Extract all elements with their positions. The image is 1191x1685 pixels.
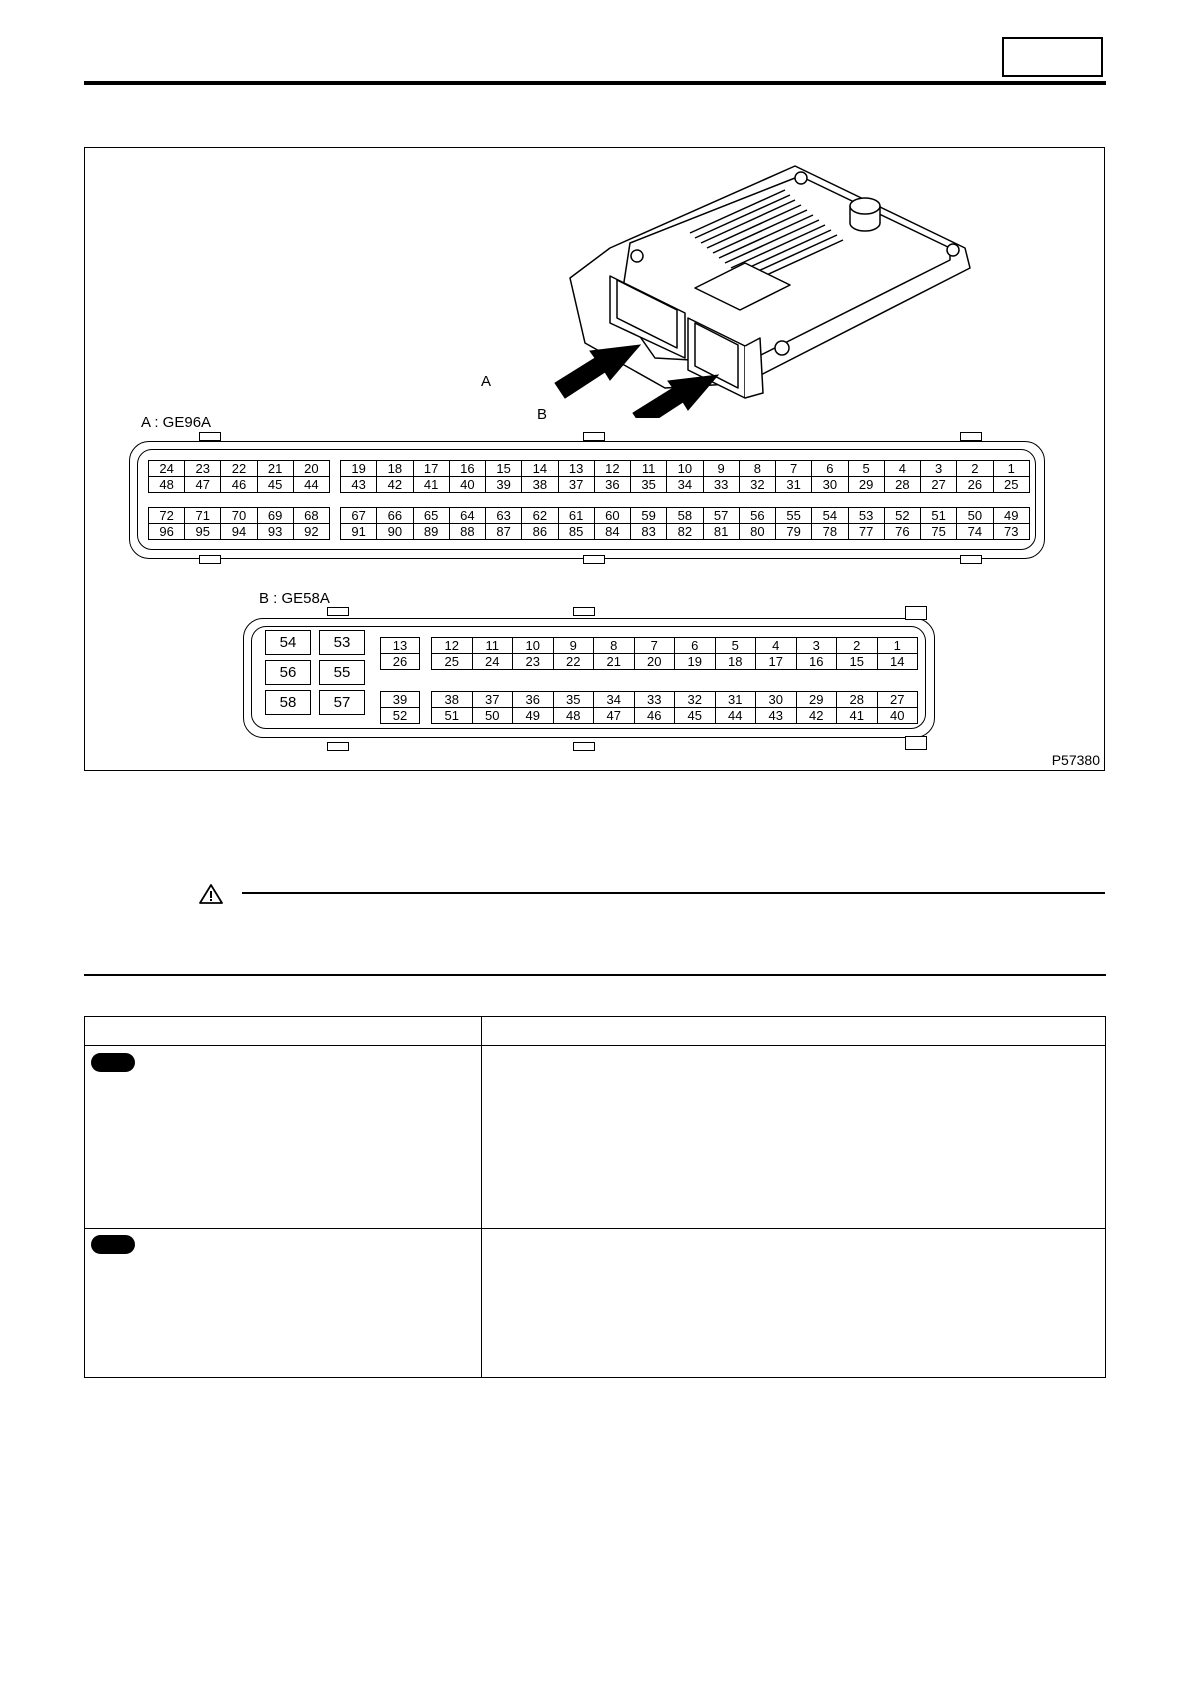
pin-42: 42 <box>796 708 837 724</box>
pin-21: 21 <box>257 461 293 477</box>
pin-73: 73 <box>993 524 1030 540</box>
pin-24: 24 <box>472 654 513 670</box>
label-a: A <box>481 373 492 390</box>
pin-13: 13 <box>381 638 420 654</box>
pin-35: 35 <box>631 477 667 493</box>
pin-48: 48 <box>553 708 594 724</box>
connector-b-pin-row <box>432 654 918 670</box>
pin-45: 45 <box>257 477 293 493</box>
pin-34: 34 <box>594 692 635 708</box>
connector-a-pins-bottom-left <box>148 507 330 540</box>
connector-b-pins-bottom-small <box>380 691 420 724</box>
table-header-divider <box>85 1045 1105 1046</box>
pin-89: 89 <box>413 524 449 540</box>
pin-47: 47 <box>185 477 221 493</box>
pin-75: 75 <box>921 524 957 540</box>
pin-29: 29 <box>796 692 837 708</box>
connector-tab <box>583 555 605 564</box>
connector-b-pin-row <box>432 638 918 654</box>
pin-20: 20 <box>634 654 675 670</box>
pin-2: 2 <box>957 461 993 477</box>
pin-67: 67 <box>341 508 377 524</box>
connector-tab <box>327 607 349 616</box>
pin-10: 10 <box>667 461 703 477</box>
pin-16: 16 <box>449 461 485 477</box>
pin-37: 37 <box>558 477 594 493</box>
pin-43: 43 <box>756 708 797 724</box>
pin-15: 15 <box>837 654 878 670</box>
pin-36: 36 <box>513 692 554 708</box>
warning-icon <box>198 883 224 905</box>
pin-11: 11 <box>472 638 513 654</box>
pin-92: 92 <box>293 524 329 540</box>
pin-52: 52 <box>381 708 420 724</box>
pin-80: 80 <box>739 524 775 540</box>
pin-32: 32 <box>739 477 775 493</box>
connector-b-pin-row <box>381 638 420 654</box>
connector-tab <box>327 742 349 751</box>
pin-39: 39 <box>486 477 522 493</box>
pin-4: 4 <box>756 638 797 654</box>
connector-a-pin-row <box>341 508 1030 524</box>
connector-b-pin-row <box>432 692 918 708</box>
connector-b-label: B : GE58A <box>259 590 330 607</box>
pin-29: 29 <box>848 477 884 493</box>
pin-8: 8 <box>739 461 775 477</box>
procedure-table <box>84 1016 1106 1378</box>
pin-85: 85 <box>558 524 594 540</box>
pin-25: 25 <box>993 477 1030 493</box>
pin-64: 64 <box>449 508 485 524</box>
pin-62: 62 <box>522 508 558 524</box>
pin-27: 27 <box>921 477 957 493</box>
pin-46: 46 <box>221 477 257 493</box>
pin-76: 76 <box>884 524 920 540</box>
pin-70: 70 <box>221 508 257 524</box>
pin-26: 26 <box>381 654 420 670</box>
pin-17: 17 <box>756 654 797 670</box>
pin-38: 38 <box>522 477 558 493</box>
page-tab-box <box>1002 37 1103 77</box>
pin-51: 51 <box>432 708 473 724</box>
connector-b-pin-row <box>381 654 420 670</box>
pin-7: 7 <box>634 638 675 654</box>
pin-42: 42 <box>377 477 413 493</box>
pin-77: 77 <box>848 524 884 540</box>
table-column-divider <box>481 1017 482 1377</box>
pin-12: 12 <box>594 461 630 477</box>
connector-a-pin-row <box>341 524 1030 540</box>
pin-71: 71 <box>185 508 221 524</box>
pin-41: 41 <box>413 477 449 493</box>
pin-33: 33 <box>634 692 675 708</box>
pin-28: 28 <box>884 477 920 493</box>
pin-40: 40 <box>449 477 485 493</box>
pin-94: 94 <box>221 524 257 540</box>
pin-12: 12 <box>432 638 473 654</box>
pin-31: 31 <box>776 477 812 493</box>
pin-26: 26 <box>957 477 993 493</box>
pin-56: 56 <box>739 508 775 524</box>
pin-20: 20 <box>293 461 329 477</box>
pin-10: 10 <box>513 638 554 654</box>
pin-31: 31 <box>715 692 756 708</box>
pin-18: 18 <box>715 654 756 670</box>
connector-tab <box>905 736 927 750</box>
connector-a-pin-row <box>149 524 330 540</box>
connector-b-pins-top-small <box>380 637 420 670</box>
connector-a-pin-row <box>149 508 330 524</box>
pin-83: 83 <box>631 524 667 540</box>
pin-51: 51 <box>921 508 957 524</box>
connector-tab <box>960 555 982 564</box>
connector-a-pins-top-left <box>148 460 330 493</box>
pin-53: 53 <box>319 630 365 655</box>
pin-84: 84 <box>594 524 630 540</box>
pin-17: 17 <box>413 461 449 477</box>
pin-79: 79 <box>776 524 812 540</box>
pin-66: 66 <box>377 508 413 524</box>
pin-58: 58 <box>667 508 703 524</box>
pin-46: 46 <box>634 708 675 724</box>
pin-4: 4 <box>884 461 920 477</box>
pin-14: 14 <box>522 461 558 477</box>
pin-57: 57 <box>703 508 739 524</box>
pin-22: 22 <box>221 461 257 477</box>
pin-60: 60 <box>594 508 630 524</box>
pin-47: 47 <box>594 708 635 724</box>
pin-28: 28 <box>837 692 878 708</box>
pin-72: 72 <box>149 508 185 524</box>
pin-48: 48 <box>149 477 185 493</box>
connector-tab <box>573 607 595 616</box>
ecu-illustration <box>445 158 985 418</box>
pin-69: 69 <box>257 508 293 524</box>
label-b: B <box>537 406 548 423</box>
pin-38: 38 <box>432 692 473 708</box>
pin-58: 58 <box>265 690 311 715</box>
pin-34: 34 <box>667 477 703 493</box>
pin-35: 35 <box>553 692 594 708</box>
pin-1: 1 <box>993 461 1030 477</box>
connector-tab <box>905 606 927 620</box>
pin-88: 88 <box>449 524 485 540</box>
pin-59: 59 <box>631 508 667 524</box>
pin-52: 52 <box>884 508 920 524</box>
pin-5: 5 <box>848 461 884 477</box>
step-badge <box>91 1053 135 1072</box>
pin-54: 54 <box>812 508 848 524</box>
connector-a-pins-top-right <box>340 460 1030 493</box>
header-rule <box>84 81 1106 85</box>
connector-b-pin-row <box>381 692 420 708</box>
pin-30: 30 <box>756 692 797 708</box>
section-rule <box>84 974 1106 976</box>
pin-50: 50 <box>957 508 993 524</box>
pin-57: 57 <box>319 690 365 715</box>
pin-54: 54 <box>265 630 311 655</box>
pin-2: 2 <box>837 638 878 654</box>
pin-40: 40 <box>877 708 918 724</box>
pin-44: 44 <box>293 477 329 493</box>
figure-frame <box>84 147 1105 771</box>
pin-74: 74 <box>957 524 993 540</box>
connector-a-pin-row <box>341 477 1030 493</box>
pin-95: 95 <box>185 524 221 540</box>
pin-44: 44 <box>715 708 756 724</box>
pin-7: 7 <box>776 461 812 477</box>
pin-6: 6 <box>675 638 716 654</box>
pin-1: 1 <box>877 638 918 654</box>
pin-25: 25 <box>432 654 473 670</box>
connector-tab <box>583 432 605 441</box>
pin-41: 41 <box>837 708 878 724</box>
connector-a-pins-bottom-right <box>340 507 1030 540</box>
pin-61: 61 <box>558 508 594 524</box>
pin-45: 45 <box>675 708 716 724</box>
pin-15: 15 <box>486 461 522 477</box>
pin-22: 22 <box>553 654 594 670</box>
pin-37: 37 <box>472 692 513 708</box>
connector-b-pins-bottom <box>431 691 918 724</box>
caution-rule <box>242 892 1105 894</box>
pin-53: 53 <box>848 508 884 524</box>
table-row-divider <box>85 1228 1105 1229</box>
connector-b-pin-row <box>381 708 420 724</box>
pin-6: 6 <box>812 461 848 477</box>
pin-36: 36 <box>594 477 630 493</box>
pin-19: 19 <box>675 654 716 670</box>
pin-24: 24 <box>149 461 185 477</box>
pin-8: 8 <box>594 638 635 654</box>
connector-tab <box>960 432 982 441</box>
connector-tab <box>199 555 221 564</box>
pin-14: 14 <box>877 654 918 670</box>
pin-50: 50 <box>472 708 513 724</box>
pin-86: 86 <box>522 524 558 540</box>
pin-39: 39 <box>381 692 420 708</box>
pin-5: 5 <box>715 638 756 654</box>
pin-87: 87 <box>486 524 522 540</box>
pin-91: 91 <box>341 524 377 540</box>
pin-55: 55 <box>319 660 365 685</box>
pin-18: 18 <box>377 461 413 477</box>
pin-27: 27 <box>877 692 918 708</box>
pin-78: 78 <box>812 524 848 540</box>
step-badge <box>91 1235 135 1254</box>
connector-a-pin-row <box>149 477 330 493</box>
connector-a-pin-row <box>341 461 1030 477</box>
figure-id: P57380 <box>1051 752 1100 768</box>
pin-9: 9 <box>703 461 739 477</box>
pin-3: 3 <box>796 638 837 654</box>
connector-b-pins-top <box>431 637 918 670</box>
connector-tab <box>199 432 221 441</box>
pin-82: 82 <box>667 524 703 540</box>
pin-68: 68 <box>293 508 329 524</box>
pin-33: 33 <box>703 477 739 493</box>
pin-32: 32 <box>675 692 716 708</box>
pin-90: 90 <box>377 524 413 540</box>
pin-3: 3 <box>921 461 957 477</box>
pin-96: 96 <box>149 524 185 540</box>
pin-49: 49 <box>993 508 1030 524</box>
pin-19: 19 <box>341 461 377 477</box>
pin-11: 11 <box>631 461 667 477</box>
pin-16: 16 <box>796 654 837 670</box>
pin-55: 55 <box>776 508 812 524</box>
pin-30: 30 <box>812 477 848 493</box>
pin-43: 43 <box>341 477 377 493</box>
pin-81: 81 <box>703 524 739 540</box>
connector-a-label: A : GE96A <box>141 414 212 431</box>
pin-63: 63 <box>486 508 522 524</box>
pin-56: 56 <box>265 660 311 685</box>
connector-b-pin-row <box>432 708 918 724</box>
pin-65: 65 <box>413 508 449 524</box>
pin-13: 13 <box>558 461 594 477</box>
pin-49: 49 <box>513 708 554 724</box>
connector-a-pin-row <box>149 461 330 477</box>
pin-9: 9 <box>553 638 594 654</box>
connector-tab <box>573 742 595 751</box>
pin-93: 93 <box>257 524 293 540</box>
pin-23: 23 <box>185 461 221 477</box>
pin-23: 23 <box>513 654 554 670</box>
connector-a <box>129 441 1045 559</box>
pin-21: 21 <box>594 654 635 670</box>
